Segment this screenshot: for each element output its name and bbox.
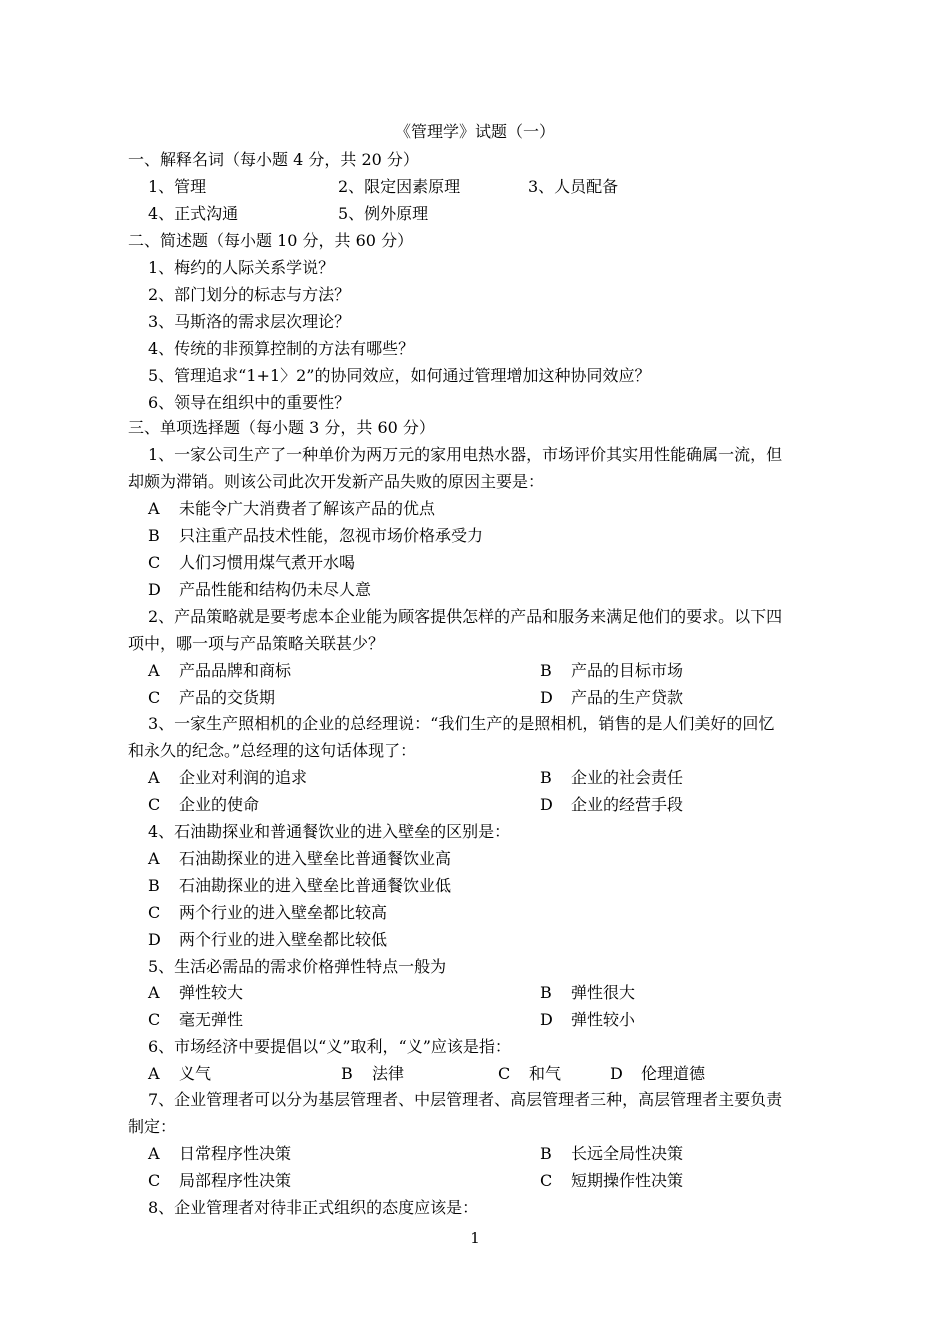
- option: D 伦理道德: [610, 1064, 706, 1083]
- question-item: 5、管理追求“1+1〉2”的协同效应，如何通过管理增加这种协同效应？: [148, 366, 651, 385]
- question-item: 6、领导在组织中的重要性？: [148, 393, 351, 412]
- question-text: 制定：: [128, 1117, 177, 1136]
- option: C 短期操作性决策: [540, 1171, 684, 1190]
- option: A 石油勘探业的进入壁垒比普通餐饮业高: [148, 849, 452, 868]
- question-text: 3、一家生产照相机的企业的总经理说：“我们生产的是照相机，销售的是人们美好的回忆: [148, 714, 775, 733]
- question-item: 3、马斯洛的需求层次理论？: [148, 312, 351, 331]
- section-heading: 一、解释名词（每小题 4 分，共 20 分）: [128, 150, 419, 169]
- question-text: 8、企业管理者对待非正式组织的态度应该是：: [148, 1198, 479, 1217]
- question-text: 7、企业管理者可以分为基层管理者、中层管理者、高层管理者三种，高层管理者主要负责: [148, 1090, 783, 1109]
- option: B 法律: [341, 1064, 405, 1083]
- question-text: 6、市场经济中要提倡以“义”取利，“义”应该是指：: [148, 1037, 511, 1056]
- option: C 毫无弹性: [148, 1010, 244, 1029]
- option: D 产品性能和结构仍未尽人意: [148, 580, 372, 599]
- question-text: 4、石油勘探业和普通餐饮业的进入壁垒的区别是：: [148, 822, 511, 841]
- option: A 弹性较大: [148, 983, 244, 1002]
- question-text: 5、生活必需品的需求价格弹性特点一般为: [148, 957, 447, 976]
- page-number: 1: [470, 1229, 480, 1247]
- option: A 企业对利润的追求: [148, 768, 308, 787]
- term-item: 3、人员配备: [528, 177, 619, 196]
- option: C 产品的交货期: [148, 688, 276, 707]
- section-heading: 三、单项选择题（每小题 3 分，共 60 分）: [128, 418, 435, 437]
- option: C 局部程序性决策: [148, 1171, 292, 1190]
- page-title: 《管理学》试题（一）: [394, 122, 555, 141]
- question-text: 1、一家公司生产了一种单价为两万元的家用电热水器，市场评价其实用性能确属一流，但: [148, 445, 783, 464]
- section-heading: 二、简述题（每小题 10 分，共 60 分）: [128, 231, 414, 250]
- term-row: [148, 204, 868, 224]
- term-row: [148, 177, 868, 197]
- option: B 弹性很大: [540, 983, 636, 1002]
- option: D 企业的经营手段: [540, 795, 684, 814]
- option: B 只注重产品技术性能，忽视市场价格承受力: [148, 526, 484, 545]
- option: C 两个行业的进入壁垒都比较高: [148, 903, 388, 922]
- question-text: 和永久的纪念。”总经理的这句话体现了：: [128, 741, 417, 760]
- question-item: 4、传统的非预算控制的方法有哪些？: [148, 339, 415, 358]
- option: C 企业的使命: [148, 795, 260, 814]
- question-text: 项中，哪一项与产品策略关联甚少？: [128, 634, 385, 653]
- option: B 长远全局性决策: [540, 1144, 684, 1163]
- option: A 产品品牌和商标: [148, 661, 292, 680]
- option: C 人们习惯用煤气煮开水喝: [148, 553, 356, 572]
- option: B 产品的目标市场: [540, 661, 684, 680]
- option: A 未能令广大消费者了解该产品的优点: [148, 499, 436, 518]
- term-item: 1、管理: [148, 177, 207, 196]
- term-item: 4、正式沟通: [148, 204, 239, 223]
- question-item: 1、梅约的人际关系学说？: [148, 258, 335, 277]
- option: D 弹性较小: [540, 1010, 636, 1029]
- question-text: 却颇为滞销。则该公司此次开发新产品失败的原因主要是：: [128, 472, 545, 491]
- term-item: 2、限定因素原理: [338, 177, 461, 196]
- question-text: 2、产品策略就是要考虑本企业能为顾客提供怎样的产品和服务来满足他们的要求。以下四: [148, 607, 783, 626]
- term-item: 5、例外原理: [338, 204, 429, 223]
- option: A 义气: [148, 1064, 212, 1083]
- option: C 和气: [498, 1064, 562, 1083]
- option: A 日常程序性决策: [148, 1144, 292, 1163]
- option: B 石油勘探业的进入壁垒比普通餐饮业低: [148, 876, 452, 895]
- option: B 企业的社会责任: [540, 768, 684, 787]
- option: D 产品的生产贷款: [540, 688, 684, 707]
- option: D 两个行业的进入壁垒都比较低: [148, 930, 388, 949]
- question-item: 2、部门划分的标志与方法？: [148, 285, 351, 304]
